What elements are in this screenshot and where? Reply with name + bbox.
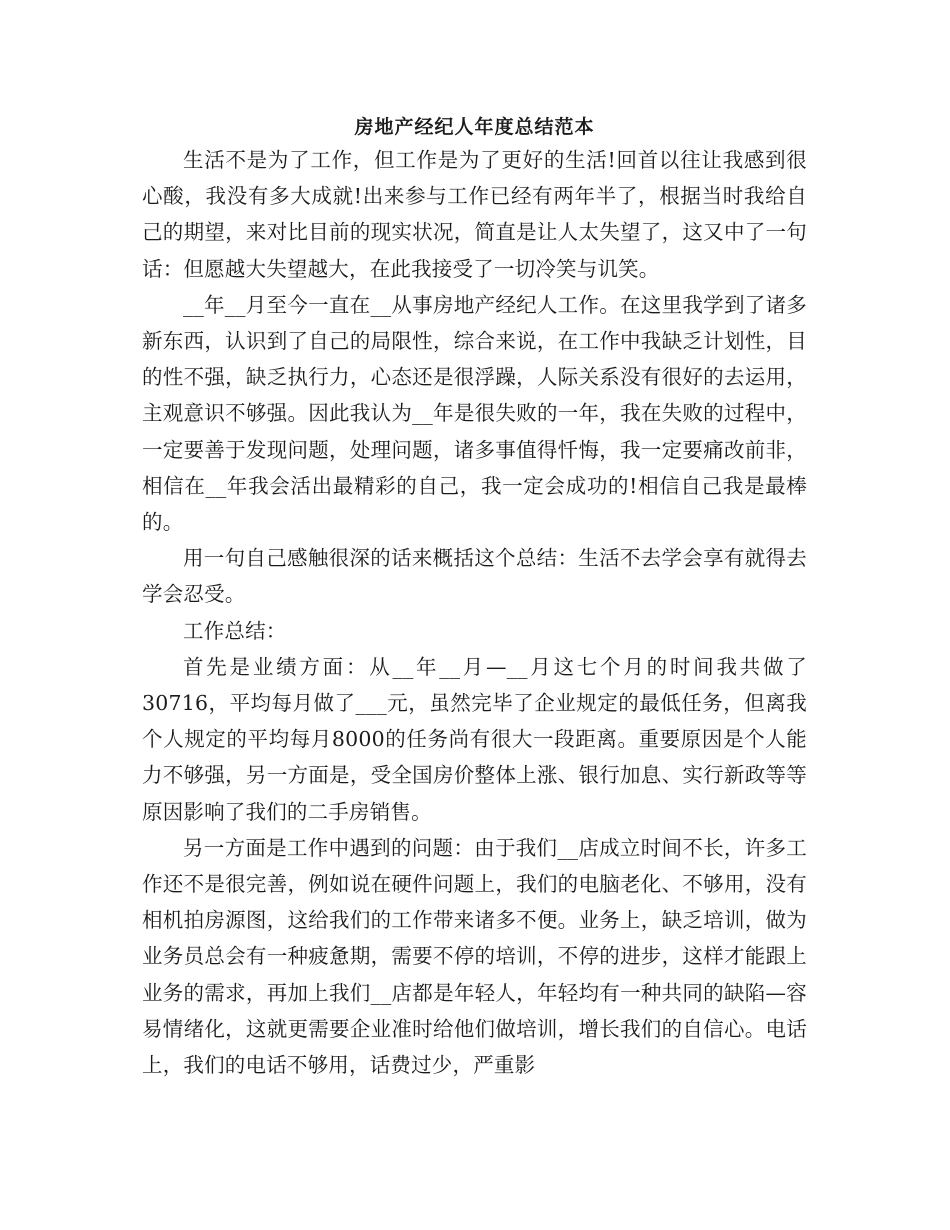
section-heading-work-summary: 工作总结： — [183, 618, 287, 643]
document-title: 房地产经纪人年度总结范本 — [354, 116, 595, 138]
paragraph-2: __年__月至今一直在__从事房地产经纪人工作。在这里我学到了诸多新东西，认识到了自己的局限性，综合来说，在工作中我缺乏计划性，目的性不强，缺乏执行力，心态还是很浮躁，人际关系没有很好的去运用，主观意识不够强。因此我认为__年是很失败的一年，我在失败的过程中，一定要善于发现问题，处理问题，诸多事值得忏悔，我一定要痛改前非，相信在__年我会活出最精彩的自己，我一定会成功的!相信自己我是最棒的。 — [142, 292, 807, 535]
paragraph-5: 另一方面是工作中遇到的问题：由于我们__店成立时间不长，许多工作还不是很完善，例如说在硬件问题上，我们的电脑老化、不够用，没有相机拍房源图，这给我们的工作带来诸多不便。业务上，缺乏培训，做为业务员总会有一种疲惫期，需要不停的培训，不停的进步，这样才能跟上业务的需求，再加上我们__店都是年轻人，年轻均有一种共同的缺陷—容易情绪化，这就更需要企业准时给他们做培训，增长我们的自信心。电话上，我们的电话不够用，话费过少，严重影 — [142, 835, 807, 1078]
paragraph-3: 用一句自己感触很深的话来概括这个总结：生活不去学会享有就得去学会忍受。 — [142, 546, 807, 607]
document-body — [142, 112, 807, 1083]
paragraph-4: 首先是业绩方面：从__年__月—__月这七个月的时间我共做了30716，平均每月做了___元，虽然完毕了企业规定的最低任务，但离我个人规定的平均每月8000的任务尚有很大一段距离。重要原因是个人能力不够强，另一方面是，受全国房价整体上涨、银行加息、实行新政等等原因影响了我们的二手房销售。 — [142, 654, 807, 824]
paragraph-1: 生活不是为了工作，但工作是为了更好的生活!回首以往让我感到很心酸，我没有多大成就!出来参与工作已经有两年半了，根据当时我给自己的期望，来对比目前的现实状况，简直是让人太失望了，这又中了一句话：但愿越大失望越大，在此我接受了一切冷笑与讥笑。 — [142, 148, 807, 281]
